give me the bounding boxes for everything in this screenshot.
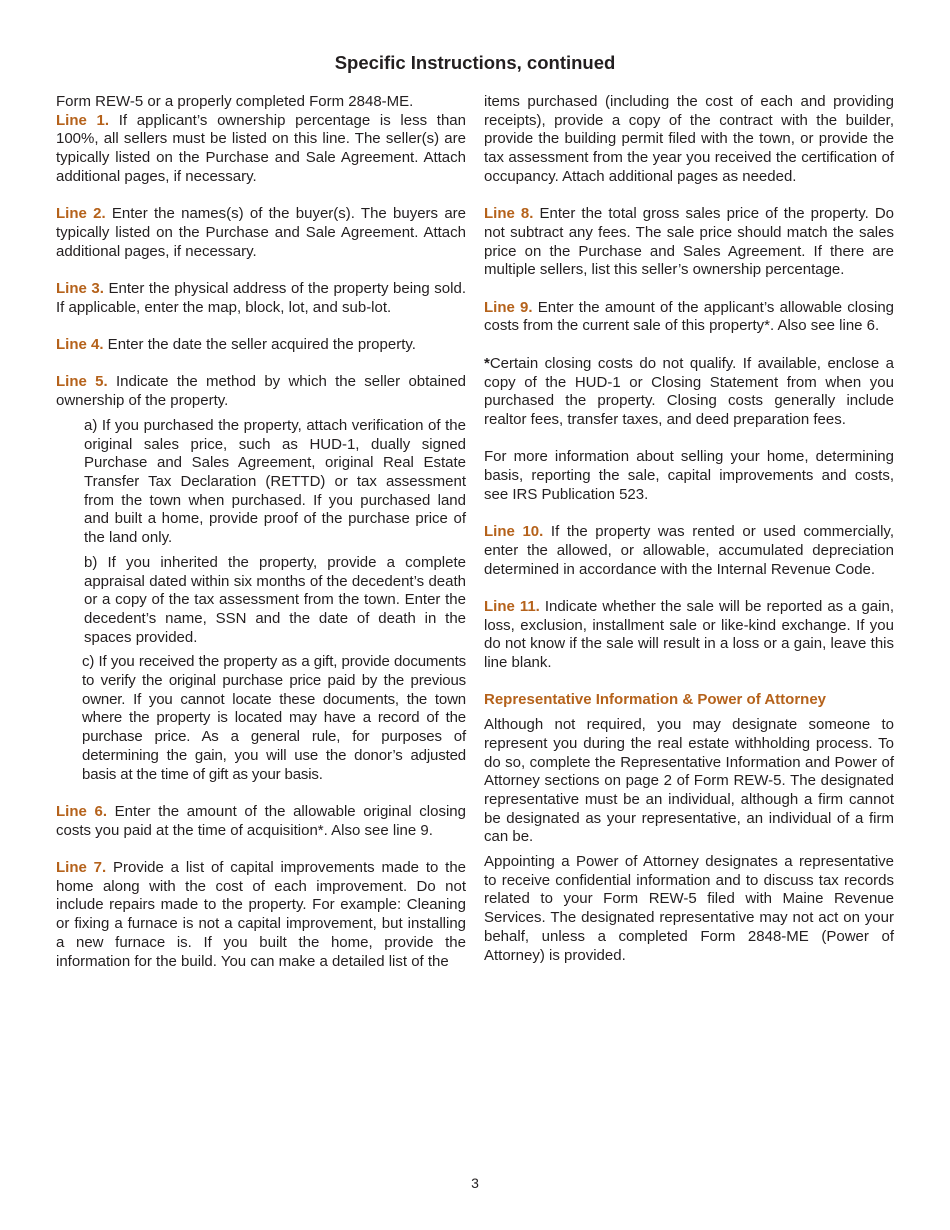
more-info-paragraph: For more information about selling your home, determining basis, reporting the sale, capital improvements and costs, see IRS Publication 523.: [484, 448, 894, 503]
line-5-label: Line 5.: [56, 373, 108, 391]
line-1-label: Line 1.: [56, 111, 110, 129]
intro-paragraph: Form REW-5 or a properly completed Form 2848-ME.: [56, 93, 414, 110]
line-5-paragraph: [56, 373, 466, 410]
line-3-label: Line 3.: [56, 280, 104, 297]
line-7-paragraph: [56, 859, 466, 971]
line-3-text: Enter the physical address of the property being sold. If applicable, enter the map, block, lot, and sub-lot.: [56, 280, 466, 316]
footnote-asterisk: *: [484, 354, 490, 372]
line-9-text: Enter the amount of the applicant’s allowable closing costs from the current sale of this property*. Also see line 6.: [484, 298, 895, 335]
line-9-label: Line 9.: [484, 298, 533, 316]
footnote-text: Certain closing costs do not qualify. If available, enclose a copy of the HUD-1 or Closing Statement from when you purchased the property. Closing costs generally include realtor fees, transfer taxes, and deed preparation fees.: [484, 354, 894, 428]
left-column: [56, 93, 466, 990]
right-column: [484, 93, 894, 971]
line-7-text: Provide a list of capital improvements made to the home along with the cost of each improvement. Do not include repairs made to the property. For example: Cleaning or fixing a furnace is not a capital improvement, but installing a new furnace is. If you built the home, provide the information for the build. You can make a detailed list of the: [56, 859, 466, 970]
line-11-paragraph: [484, 598, 894, 673]
line-2-label: Line 2.: [56, 205, 106, 223]
representative-paragraph-1: Although not required, you may designate someone to represent you during the real estate withholding process. To do so, complete the Representative Information and Power of Attorney sections on page 2 of Form REW-5. The designated representative must be an individual, although a firm cannot be designated as your representative, an individual of a firm can be.: [484, 716, 894, 846]
line-9-paragraph: [484, 299, 894, 336]
line-4-label: Line 4.: [56, 336, 104, 354]
line-8-label: Line 8.: [484, 205, 534, 223]
line-11-label: Line 11.: [484, 597, 540, 615]
line-4-text: Enter the date the seller acquired the property.: [103, 336, 416, 354]
line-4-paragraph: [56, 336, 466, 355]
line-6-paragraph: [56, 803, 466, 840]
line-5-sub-a: a) If you purchased the property, attach verification of the original sales price, such as HUD-1, dually signed Purchase and Sales Agreement, original Real Estate Transfer Tax Declaration (RETTD) or tax assessment from the town when purchased. If you purchased land and built a home, provide proof of the purchase price of the land only.: [84, 416, 466, 547]
page-number: 3: [471, 1175, 479, 1191]
line-2-text: Enter the names(s) of the buyer(s). The buyers are typically listed on the Purchase and Sale Agreement. Attach additional pages, if necessary.: [56, 205, 466, 260]
line-5-sub-b: b) If you inherited the property, provide a complete appraisal dated within six months of the decedent’s death or a copy of the tax assessment from the town. Enter the decedent’s name, SSN and the date of death in the spaces provided.: [84, 553, 466, 646]
line-6-text: Enter the amount of the allowable original closing costs you paid at the time of acquisition*. Also see line 9.: [56, 802, 466, 839]
line-1-paragraph: [56, 112, 466, 187]
line-1-text: If applicant’s ownership percentage is less than 100%, all sellers must be listed on this line. The seller(s) are typically listed on the Purchase and Sale Agreement. Attach additional pages, if necessary.: [56, 111, 466, 185]
line-5-sub-c: c) If you received the property as a gift, provide documents to verify the original purchase price paid by the previous owner. If you cannot locate these documents, the town where the property is located may have a record of the purchase price. As a general rule, for purposes of determining the gain, you will use the donor’s adjusted basis at the time of gift as your basis.: [82, 653, 466, 783]
line-2-paragraph: [56, 205, 466, 261]
representative-heading: Representative Information & Power of Attorney: [484, 691, 826, 709]
line-10-label: Line 10.: [484, 523, 544, 541]
line-10-paragraph: [484, 523, 894, 579]
line-6-label: Line 6.: [56, 802, 108, 820]
line-11-text: Indicate whether the sale will be reported as a gain, loss, exclusion, installment sale or like-kind exchange. If you do not know if the sale will result in a loss or a gain, leave this line blank.: [484, 597, 894, 671]
line-7-label: Line 7.: [56, 859, 107, 877]
representative-paragraph-2: Appointing a Power of Attorney designates a representative to receive confidential information and to discuss tax records related to your Form REW-5 filed with Maine Revenue Services. The designated representative may not act on your behalf, unless a completed Form 2848-ME (Power of Attorney) is provided.: [484, 853, 894, 964]
closing-costs-footnote: [484, 355, 894, 430]
page-title: Specific Instructions, continued: [334, 52, 616, 73]
line-5-text: Indicate the method by which the seller obtained ownership of the property.: [56, 373, 466, 410]
line-3-paragraph: [56, 280, 466, 317]
line-10-text: If the property was rented or used commercially, enter the allowed, or allowable, accumulated depreciation determined in accordance with the Internal Revenue Code.: [484, 523, 894, 578]
line-8-text: Enter the total gross sales price of the property. Do not subtract any fees. The sale price should match the sales price on the Purchase and Sales Agreement. If there are multiple sellers, list this seller’s ownership percentage.: [484, 205, 894, 279]
line-7-continued: items purchased (including the cost of each and providing receipts), provide a copy of the contract with the builder, provide the building permit filed with the town, or provide the tax assessment from the year you received the certification of occupancy. Attach additional pages as needed.: [484, 93, 894, 185]
line-8-paragraph: [484, 205, 894, 280]
